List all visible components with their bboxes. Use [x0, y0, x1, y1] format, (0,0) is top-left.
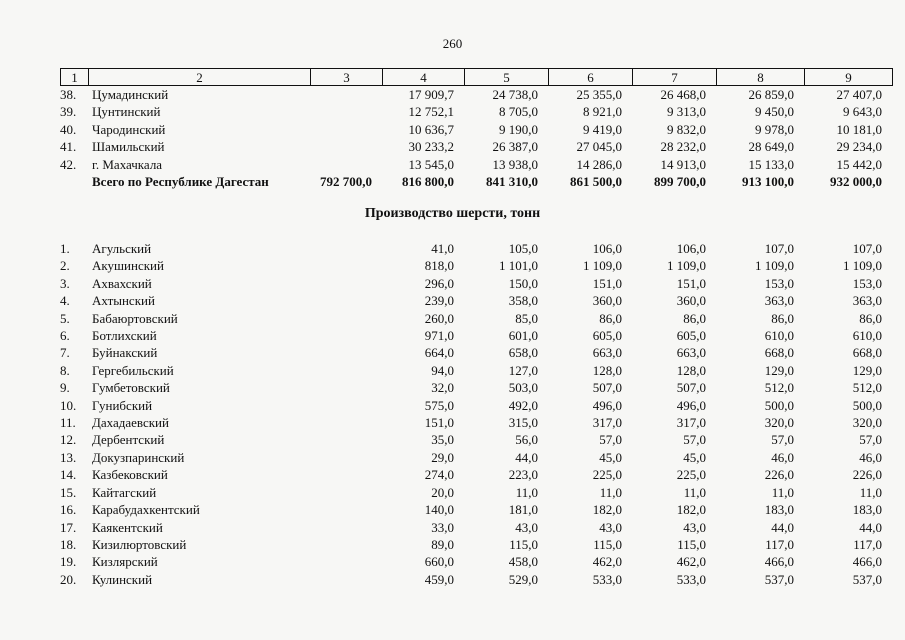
- row-index: 8.: [60, 362, 70, 378]
- value-cell-5: 223,0: [508, 467, 538, 483]
- value-cell-3: [310, 484, 382, 501]
- row-index: 11.: [60, 415, 76, 431]
- district-name: Гергебильский: [92, 362, 174, 378]
- value-cell-6: 663,0: [592, 345, 622, 361]
- district-name: Гумбетовский: [92, 380, 170, 396]
- district-name: Карабудахкентский: [92, 502, 200, 518]
- value-cell-6: 11,0: [599, 484, 622, 500]
- value-cell-7: 45,0: [683, 449, 706, 465]
- value-cell-9: 226,0: [852, 467, 882, 483]
- header-col-5: 5: [465, 69, 549, 86]
- value-cell-7: 496,0: [676, 397, 706, 413]
- table-row: [60, 310, 892, 327]
- value-cell-4: 33,0: [431, 519, 454, 535]
- district-name: Казбековский: [92, 467, 168, 483]
- value-cell-5: 601,0: [508, 328, 538, 344]
- value-cell-8: 537,0: [764, 571, 794, 587]
- district-name: Кизилюртовский: [92, 536, 187, 552]
- district-name: Цунтинский: [92, 104, 161, 120]
- value-cell-5: 658,0: [508, 345, 538, 361]
- value-cell-5: 529,0: [508, 571, 538, 587]
- district-name: Докузпаринский: [92, 449, 185, 465]
- value-cell-8: 153,0: [764, 275, 794, 291]
- value-cell-7: 225,0: [676, 467, 706, 483]
- value-cell-7: 899 700,0: [654, 174, 706, 190]
- row-index: 15.: [60, 484, 77, 500]
- value-cell-4: 140,0: [424, 502, 454, 518]
- value-cell-9: 15 442,0: [836, 156, 882, 172]
- value-cell-5: 43,0: [515, 519, 538, 535]
- district-name: Ахтынский: [92, 293, 155, 309]
- value-cell-4: 664,0: [424, 345, 454, 361]
- table-row: [60, 449, 892, 466]
- value-cell-3: [310, 397, 382, 414]
- value-cell-8: 26 859,0: [748, 87, 794, 102]
- value-cell-4: 32,0: [431, 380, 454, 396]
- value-cell-6: 57,0: [599, 432, 622, 448]
- value-cell-3: [310, 553, 382, 570]
- value-cell-4: 971,0: [424, 328, 454, 344]
- value-cell-8: 11,0: [771, 484, 794, 500]
- row-index: 14.: [60, 467, 77, 483]
- value-cell-6: 151,0: [592, 275, 622, 291]
- value-cell-3: [310, 431, 382, 448]
- value-cell-3: [310, 362, 382, 379]
- value-cell-7: 86,0: [683, 310, 706, 326]
- row-index: 13.: [60, 449, 77, 465]
- table-row: [60, 362, 892, 379]
- value-cell-4: 816 800,0: [402, 174, 454, 190]
- row-index: 20.: [60, 571, 77, 587]
- value-cell-4: 459,0: [424, 571, 454, 587]
- value-cell-5: 24 738,0: [492, 87, 538, 102]
- value-cell-6: 1 109,0: [583, 258, 622, 274]
- value-cell-9: 44,0: [859, 519, 882, 535]
- value-cell-7: 533,0: [676, 571, 706, 587]
- value-cell-8: 15 133,0: [748, 156, 794, 172]
- row-index: 19.: [60, 554, 77, 570]
- value-cell-4: 41,0: [431, 241, 454, 256]
- value-cell-4: 29,0: [431, 449, 454, 465]
- value-cell-5: 9 190,0: [499, 121, 538, 137]
- wool-rows-body: [60, 240, 892, 588]
- value-cell-3: [310, 379, 382, 396]
- wool-production-table: [60, 240, 892, 588]
- row-index: 5.: [60, 310, 70, 326]
- value-cell-7: 14 913,0: [660, 156, 706, 172]
- value-cell-4: 17 909,7: [408, 87, 454, 102]
- value-cell-3: [310, 466, 382, 483]
- value-cell-4: 274,0: [424, 467, 454, 483]
- value-cell-4: 151,0: [424, 415, 454, 431]
- value-cell-5: 1 101,0: [499, 258, 538, 274]
- value-cell-3: [310, 275, 382, 292]
- table-row: [60, 327, 892, 344]
- value-cell-8: 57,0: [771, 432, 794, 448]
- page-number: 260: [442, 36, 463, 51]
- row-index: 38.: [60, 87, 77, 102]
- row-index: 2.: [60, 258, 70, 274]
- value-cell-8: 86,0: [771, 310, 794, 326]
- district-name: Цумадинский: [92, 87, 169, 102]
- district-name: Кизлярский: [92, 554, 158, 570]
- value-cell-6: 128,0: [592, 362, 622, 378]
- table-row: [60, 138, 892, 155]
- value-cell-6: 496,0: [592, 397, 622, 413]
- header-col-4: 4: [383, 69, 465, 86]
- value-cell-7: 9 832,0: [667, 121, 706, 137]
- value-cell-5: 105,0: [508, 241, 538, 256]
- value-cell-5: 85,0: [515, 310, 538, 326]
- value-cell-7: 663,0: [676, 345, 706, 361]
- value-cell-8: 9 978,0: [755, 121, 794, 137]
- value-cell-3: [310, 86, 382, 103]
- value-cell-4: 575,0: [424, 397, 454, 413]
- meat-production-table-continued: [60, 86, 892, 190]
- value-cell-7: 507,0: [676, 380, 706, 396]
- value-cell-4: 818,0: [424, 258, 454, 274]
- value-cell-6: 861 500,0: [570, 174, 622, 190]
- district-name: Всего по Республике Дагестан: [92, 174, 269, 190]
- value-cell-8: 1 109,0: [755, 258, 794, 274]
- value-cell-7: 106,0: [676, 241, 706, 256]
- section-title: Производство шерсти, тонн: [364, 206, 541, 221]
- value-cell-7: 605,0: [676, 328, 706, 344]
- value-cell-3: [310, 414, 382, 431]
- value-cell-7: 26 468,0: [660, 87, 706, 102]
- value-cell-6: 27 045,0: [576, 139, 622, 155]
- value-cell-6: 8 921,0: [583, 104, 622, 120]
- header-col-3: 3: [311, 69, 383, 86]
- value-cell-8: 117,0: [765, 536, 794, 552]
- value-cell-7: 57,0: [683, 432, 706, 448]
- value-cell-3: [310, 156, 382, 173]
- table-row: [60, 397, 892, 414]
- value-cell-6: 225,0: [592, 467, 622, 483]
- value-cell-9: 129,0: [852, 362, 882, 378]
- row-index: 4.: [60, 293, 70, 309]
- value-cell-4: 10 636,7: [408, 121, 454, 137]
- value-cell-9: 57,0: [859, 432, 882, 448]
- value-cell-9: 668,0: [852, 345, 882, 361]
- value-cell-4: 660,0: [424, 554, 454, 570]
- value-cell-6: 605,0: [592, 328, 622, 344]
- value-cell-5: 13 938,0: [492, 156, 538, 172]
- value-cell-5: 127,0: [508, 362, 538, 378]
- value-cell-3: [310, 327, 382, 344]
- district-name: Шамильский: [92, 139, 165, 155]
- row-index: 9.: [60, 380, 70, 396]
- value-cell-9: 183,0: [852, 502, 882, 518]
- value-cell-3: [310, 257, 382, 274]
- table-row: [60, 414, 892, 431]
- table-row: [60, 501, 892, 518]
- header-col-2: 2: [89, 69, 311, 86]
- value-cell-9: 932 000,0: [830, 174, 882, 190]
- district-name: Акушинский: [92, 258, 164, 274]
- value-cell-6: 9 419,0: [583, 121, 622, 137]
- row-index: 10.: [60, 397, 77, 413]
- value-cell-9: 153,0: [852, 275, 882, 291]
- value-cell-6: 106,0: [592, 241, 622, 256]
- district-name: Чародинский: [92, 121, 166, 137]
- header-col-1: 1: [61, 69, 89, 86]
- district-name: Дербентский: [92, 432, 165, 448]
- value-cell-7: 360,0: [676, 293, 706, 309]
- value-cell-6: 115,0: [593, 536, 622, 552]
- district-name: Дахадаевский: [92, 415, 169, 431]
- row-index: 16.: [60, 502, 77, 518]
- row-index: 3.: [60, 275, 70, 291]
- table-row: [60, 257, 892, 274]
- value-cell-4: 239,0: [424, 293, 454, 309]
- table-row: [60, 466, 892, 483]
- value-cell-7: 1 109,0: [667, 258, 706, 274]
- value-cell-9: 29 234,0: [836, 139, 882, 155]
- value-cell-3: [310, 292, 382, 309]
- value-cell-5: 492,0: [508, 397, 538, 413]
- value-cell-5: 458,0: [508, 554, 538, 570]
- value-cell-9: 117,0: [853, 536, 882, 552]
- table-row: [60, 292, 892, 309]
- table-row: [60, 344, 892, 361]
- header-col-6: 6: [549, 69, 633, 86]
- table-row: [60, 553, 892, 570]
- value-cell-9: 9 643,0: [843, 104, 882, 120]
- value-cell-7: 128,0: [676, 362, 706, 378]
- value-cell-5: 150,0: [508, 275, 538, 291]
- value-cell-5: 56,0: [515, 432, 538, 448]
- value-cell-3: [310, 571, 382, 588]
- header-col-8: 8: [717, 69, 805, 86]
- value-cell-9: 320,0: [852, 415, 882, 431]
- value-cell-5: 315,0: [508, 415, 538, 431]
- value-cell-5: 44,0: [515, 449, 538, 465]
- value-cell-9: 11,0: [859, 484, 882, 500]
- value-cell-7: 462,0: [676, 554, 706, 570]
- value-cell-9: 500,0: [852, 397, 882, 413]
- value-cell-6: 25 355,0: [576, 87, 622, 102]
- table-row: [60, 275, 892, 292]
- value-cell-4: 89,0: [431, 536, 454, 552]
- value-cell-8: 46,0: [771, 449, 794, 465]
- value-cell-9: 46,0: [859, 449, 882, 465]
- value-cell-5: 115,0: [509, 536, 538, 552]
- table-row: [60, 240, 892, 257]
- value-cell-8: 28 649,0: [748, 139, 794, 155]
- table-row: [60, 484, 892, 501]
- value-cell-5: 8 705,0: [499, 104, 538, 120]
- value-cell-9: 610,0: [852, 328, 882, 344]
- district-name: Кайтагский: [92, 484, 157, 500]
- value-cell-7: 182,0: [676, 502, 706, 518]
- value-cell-4: 12 752,1: [408, 104, 454, 120]
- value-cell-4: 35,0: [431, 432, 454, 448]
- district-name: Ботлихский: [92, 328, 157, 344]
- value-cell-9: 86,0: [859, 310, 882, 326]
- table-row: [60, 519, 892, 536]
- value-cell-8: 129,0: [764, 362, 794, 378]
- value-cell-8: 466,0: [764, 554, 794, 570]
- row-index: 18.: [60, 536, 77, 552]
- value-cell-8: 913 100,0: [742, 174, 794, 190]
- value-cell-7: 317,0: [676, 415, 706, 431]
- value-cell-6: 533,0: [592, 571, 622, 587]
- value-cell-7: 28 232,0: [660, 139, 706, 155]
- district-name: Кулинский: [92, 571, 153, 587]
- value-cell-3: [310, 536, 382, 553]
- value-cell-4: 94,0: [431, 362, 454, 378]
- district-name: Ахвахский: [92, 275, 152, 291]
- value-cell-9: 466,0: [852, 554, 882, 570]
- value-cell-6: 360,0: [592, 293, 622, 309]
- value-cell-4: 20,0: [431, 484, 454, 500]
- table-row: [60, 431, 892, 448]
- value-cell-8: 668,0: [764, 345, 794, 361]
- table-row: [60, 379, 892, 396]
- value-cell-9: 512,0: [852, 380, 882, 396]
- value-cell-3: [310, 138, 382, 155]
- value-cell-7: 9 313,0: [667, 104, 706, 120]
- value-cell-3: [310, 310, 382, 327]
- row-index: 7.: [60, 345, 70, 361]
- value-cell-3: [310, 344, 382, 361]
- value-cell-4: 30 233,2: [408, 139, 454, 155]
- value-cell-7: 11,0: [683, 484, 706, 500]
- value-cell-3: [310, 240, 382, 257]
- value-cell-4: 260,0: [424, 310, 454, 326]
- value-cell-5: 841 310,0: [486, 174, 538, 190]
- table-row: [60, 121, 892, 138]
- district-name: Буйнакский: [92, 345, 158, 361]
- value-cell-6: 45,0: [599, 449, 622, 465]
- value-cell-8: 183,0: [764, 502, 794, 518]
- table-row: [60, 156, 892, 173]
- row-index: 42.: [60, 156, 77, 172]
- value-cell-8: 500,0: [764, 397, 794, 413]
- district-name: г. Махачкала: [92, 156, 163, 172]
- value-cell-3: [310, 121, 382, 138]
- value-cell-8: 610,0: [764, 328, 794, 344]
- header-col-7: 7: [633, 69, 717, 86]
- value-cell-9: 537,0: [852, 571, 882, 587]
- row-index: 41.: [60, 139, 77, 155]
- value-cell-5: 503,0: [508, 380, 538, 396]
- row-index: 39.: [60, 104, 77, 120]
- value-cell-5: 358,0: [508, 293, 538, 309]
- row-index: 12.: [60, 432, 77, 448]
- value-cell-6: 14 286,0: [576, 156, 622, 172]
- value-cell-3: [310, 501, 382, 518]
- row-index: 1.: [60, 241, 70, 256]
- value-cell-7: 151,0: [676, 275, 706, 291]
- row-index: 40.: [60, 121, 77, 137]
- value-cell-6: 182,0: [592, 502, 622, 518]
- value-cell-6: 507,0: [592, 380, 622, 396]
- table-row: [60, 571, 892, 588]
- value-cell-5: 181,0: [508, 502, 538, 518]
- table-row: [60, 86, 892, 103]
- row-index: 6.: [60, 328, 70, 344]
- total-row: [60, 173, 892, 190]
- value-cell-9: 363,0: [852, 293, 882, 309]
- value-cell-6: 43,0: [599, 519, 622, 535]
- value-cell-3: [310, 449, 382, 466]
- value-cell-9: 107,0: [852, 241, 882, 256]
- row-index: [60, 173, 88, 190]
- column-number-header: [60, 68, 893, 86]
- value-cell-5: 26 387,0: [492, 139, 538, 155]
- value-cell-8: 44,0: [771, 519, 794, 535]
- value-cell-4: 13 545,0: [408, 156, 454, 172]
- value-cell-3: 792 700,0: [320, 174, 372, 190]
- value-cell-7: 115,0: [677, 536, 706, 552]
- header-row: [61, 69, 893, 86]
- value-cell-8: 107,0: [764, 241, 794, 256]
- value-cell-5: 11,0: [515, 484, 538, 500]
- value-cell-9: 10 181,0: [836, 121, 882, 137]
- value-cell-6: 317,0: [592, 415, 622, 431]
- header-col-9: 9: [805, 69, 893, 86]
- value-cell-3: [310, 103, 382, 120]
- value-cell-8: 9 450,0: [755, 104, 794, 120]
- district-name: Бабаюртовский: [92, 310, 178, 326]
- top-rows-body: [60, 86, 892, 190]
- value-cell-4: 296,0: [424, 275, 454, 291]
- district-name: Агульский: [92, 241, 152, 256]
- value-cell-7: 43,0: [683, 519, 706, 535]
- value-cell-8: 226,0: [764, 467, 794, 483]
- row-index: 17.: [60, 519, 77, 535]
- value-cell-8: 363,0: [764, 293, 794, 309]
- value-cell-9: 27 407,0: [836, 87, 882, 102]
- value-cell-6: 86,0: [599, 310, 622, 326]
- value-cell-6: 462,0: [592, 554, 622, 570]
- district-name: Гунибский: [92, 397, 153, 413]
- value-cell-8: 320,0: [764, 415, 794, 431]
- table-row: [60, 103, 892, 120]
- table-row: [60, 536, 892, 553]
- value-cell-3: [310, 519, 382, 536]
- value-cell-9: 1 109,0: [843, 258, 882, 274]
- district-name: Каякентский: [92, 519, 163, 535]
- value-cell-8: 512,0: [764, 380, 794, 396]
